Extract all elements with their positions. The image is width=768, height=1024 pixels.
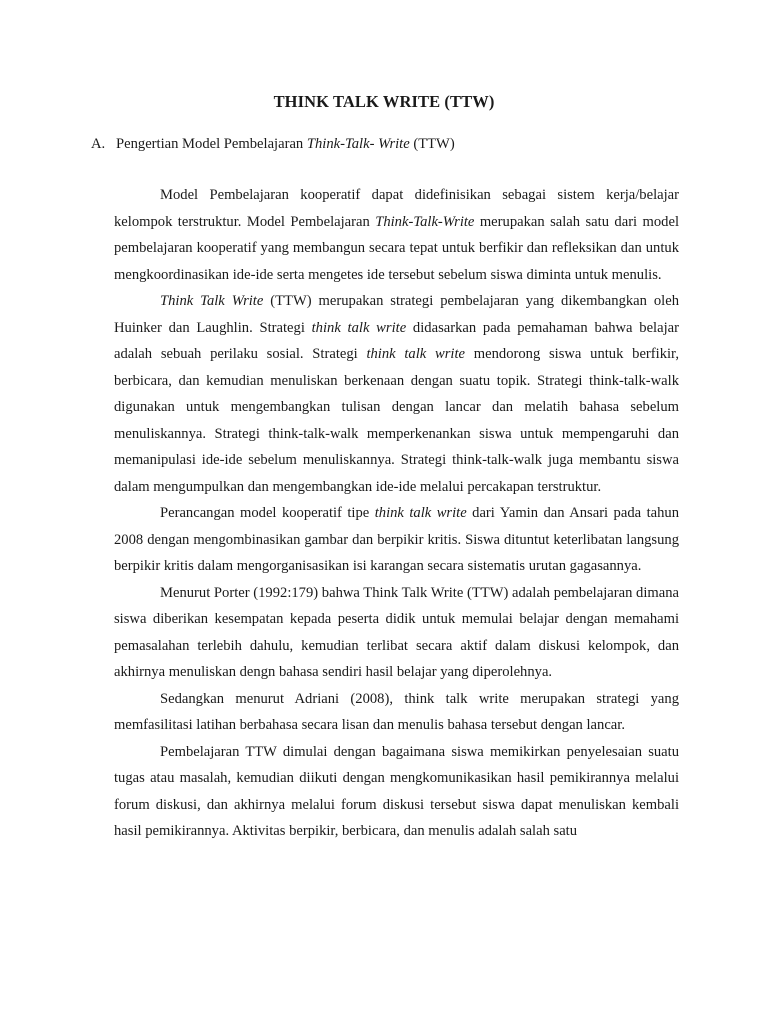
text-run: merupakan salah satu dari model pembelajaran kooperatif yang membangun secara tepat untuk berfikir dan refleksikan dan untuk mengkoordinasikan ide-ide serta mengetes ide tersebut sebelum siswa diminta untuk menulis. (114, 213, 680, 283)
text-run: dari Yamin dan Ansari pada tahun 2008 dengan mengombinasikan gambar dan berpikir kritis. Siswa dituntut keterlibatan langsung berpikir kritis dalam mengorganisasikan isi karangan secara sistematis urutan gagasannya. (114, 505, 679, 574)
italic-term: think talk write (374, 505, 467, 521)
paragraph (114, 580, 679, 686)
section-heading-suffix: (TTW) (409, 136, 455, 152)
section-heading (91, 136, 455, 153)
document-title: THINK TALK WRITE (TTW) (273, 92, 495, 111)
paragraph (114, 686, 679, 739)
paragraph (114, 182, 679, 288)
italic-term: Think Talk Write (160, 293, 264, 309)
italic-term: think talk write (366, 346, 466, 362)
text-run: Sedangkan menurut Adriani (2008), think talk write merupakan strategi yang memfasilitasi latihan berbahasa secara lisan dan menulis bahasa tersebut dengan lancar. (114, 690, 679, 733)
text-run: Model Pembelajaran kooperatif dapat didefinisikan sebagai sistem kerja/belajar kelompok terstruktur. Model Pembelajaran (114, 187, 679, 230)
italic-term: Think-Talk-Write (375, 213, 475, 230)
paragraph (114, 288, 679, 500)
text-run: (TTW) merupakan strategi pembelajaran yang dikembangkan oleh Huinker dan Laughlin. Strategi (114, 293, 680, 336)
text-run: Menurut Porter (1992:179) bahwa Think Talk Write (TTW) adalah pembelajaran dimana siswa diberikan kesempatan kepada peserta didik untuk memulai belajar dengan memahami pemasalahan terlebih dahulu, kemudian terlibat secara aktif dalam diskusi kelompok, dan akhirnya menuliskan dengn bahasa sendiri hasil belajar yang diperolehnya. (114, 584, 679, 680)
paragraph (114, 739, 679, 845)
text-run: Perancangan model kooperatif tipe (160, 505, 375, 521)
body-text (114, 182, 679, 845)
text-run: Pembelajaran TTW dimulai dengan bagaimana siswa memikirkan penyelesaian suatu tugas atau masalah, kemudian diikuti dengan mengkomunikasikan hasil pemikirannya melalui forum diskusi, dan akhirnya melalui forum diskusi tersebut siswa dapat menuliskan kembali hasil pemikirannya. Aktivitas berpikir, berbicara, dan menulis adalah salah satu (114, 743, 679, 839)
italic-term: think talk write (311, 319, 407, 336)
section-letter: A. (91, 136, 106, 152)
text-run: mendorong siswa untuk berfikir, berbicara, dan kemudian menuliskan berkenaan dengan suatu topik. Strategi think-talk-walk digunakan untuk mengembangkan tulisan dengan lancar dan melatih bahasa sebelum menuliskannya. Strategi think-talk-walk memperkenankan siswa untuk mempengaruhi dan memanipulasi ide-ide sebelum menuliskannya. Strategi think-talk-walk juga membantu siswa dalam mengumpulkan dan mengembangkan ide-ide melalui percakapan terstruktur. (114, 346, 679, 495)
paragraph (114, 500, 679, 580)
section-heading-italic: Think-Talk- Write (306, 136, 410, 152)
text-run: didasarkan pada pemahaman bahwa belajar adalah sebuah perilaku sosial. Strategi (114, 319, 679, 362)
section-heading-prefix: Pengertian Model Pembelajaran (116, 136, 307, 152)
